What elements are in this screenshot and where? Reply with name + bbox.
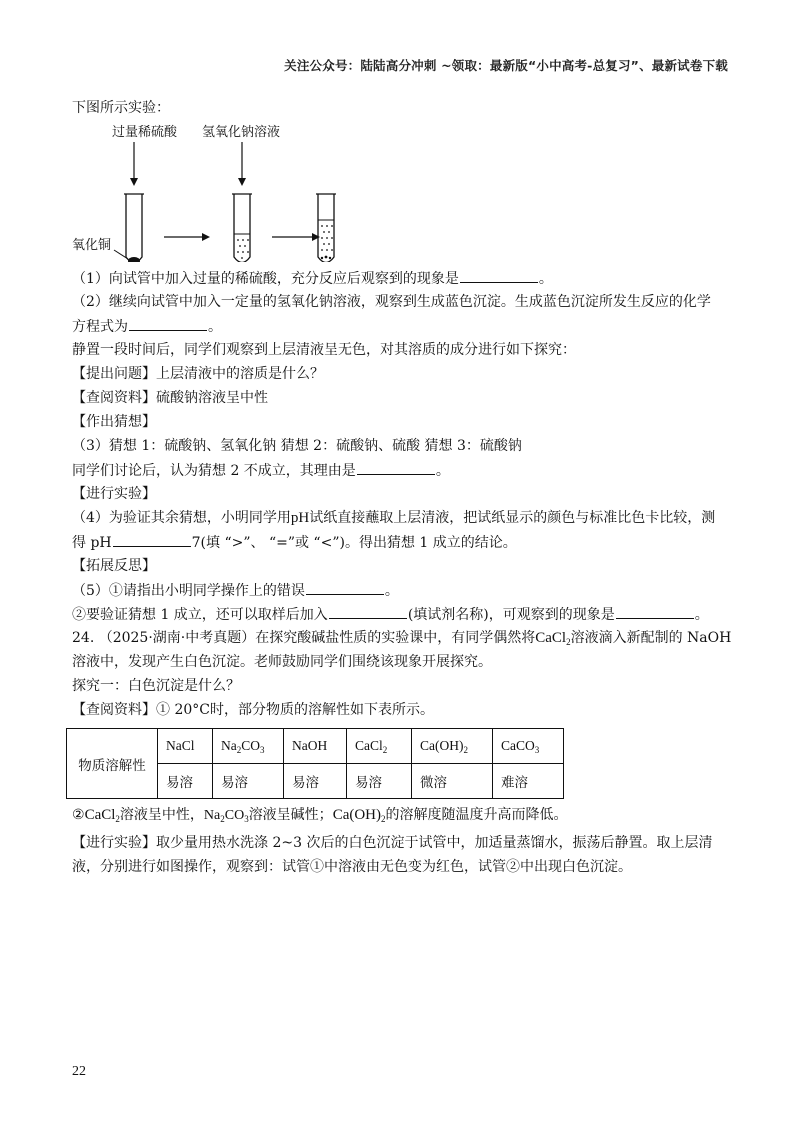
question-2-line2: [72, 314, 732, 338]
arrow-right-icon: [312, 233, 320, 241]
solubility-table: [66, 728, 564, 799]
answer-blank[interactable]: [329, 602, 407, 619]
solubility-cell: 微溶: [412, 764, 493, 799]
answer-blank[interactable]: [460, 266, 538, 283]
experiment-figure: [72, 122, 492, 262]
compound-cell: CaCO$_3$: [493, 729, 564, 764]
q4-text-post: 试纸直接蘸取上层清液，把试纸显示的颜色与标准比色卡比较，测: [309, 510, 716, 526]
q5-line2-mid: (填试剂名称)，可观察到的现象是: [407, 607, 615, 623]
cacl2-formula: CaCl: [535, 630, 567, 646]
q5-text: （5）①请指出小明同学操作上的错误: [72, 583, 305, 599]
test-tube-1: [124, 194, 144, 262]
ph-term: pH: [290, 510, 310, 526]
label-acid: 过量稀硫酸: [112, 125, 178, 140]
q3-text: 同学们讨论后，认为猜想 2 不成立，其理由是: [72, 463, 356, 479]
row-header: 物质溶解性: [67, 729, 158, 799]
q1-end: 。: [538, 271, 553, 287]
copper-oxide-powder: [128, 257, 140, 262]
solubility-cell: 易溶: [284, 764, 347, 799]
page-number: 22: [72, 1064, 86, 1079]
question-2-line1: （2）继续向试管中加入一定量的氢氧化钠溶液，观察到生成蓝色沉淀。生成蓝色沉淀所发生反应的化学: [72, 294, 711, 310]
header-note: 关注公众号：陆陆高分冲刺 ~领取：最新版“小中高考-总复习”、最新试卷下载: [284, 58, 728, 73]
answer-blank[interactable]: [357, 458, 435, 475]
q4-line2-pre: 得 pH: [72, 535, 112, 551]
solubility-cell: 易溶: [347, 764, 412, 799]
question-5-line2: [72, 602, 732, 626]
experiment-title: 【进行实验】: [72, 486, 156, 502]
question-24-line1: [72, 626, 732, 650]
intro-text: 下图所示实验：: [72, 100, 170, 116]
experiment-2-line2: 液，分别进行如图操作，观察到：试管①中溶液由无色变为红色，试管②中出现白色沉淀。: [72, 859, 632, 875]
compound-cell: NaOH: [284, 729, 347, 764]
consult-table-intro: 【查阅资料】① 20°C时，部分物质的溶解性如下表所示。: [72, 702, 434, 718]
guess-title: 【作出猜想】: [72, 414, 156, 430]
question-5-line1: [72, 578, 732, 602]
answer-blank[interactable]: [113, 530, 191, 547]
subscript: 2: [566, 637, 571, 647]
question-3-line1: （3）猜想 1：硫酸钠、氢氧化钠 猜想 2：硫酸钠、硫酸 猜想 3：硫酸钠: [72, 438, 522, 454]
q4-line2-post: 7(填 “>”、 “=”或 “<”)。得出猜想 1 成立的结论。: [191, 535, 517, 551]
arrow-down-icon: [238, 178, 246, 186]
q2-text: 方程式为: [72, 319, 128, 335]
q3-end: 。: [435, 463, 450, 479]
q5-line2-pre: ②要验证猜想 1 成立，还可以取样后加入: [72, 607, 328, 623]
solubility-cell: 难溶: [493, 764, 564, 799]
question-24-line2: 溶液中，发现产生白色沉淀。老师鼓励同学们围绕该现象开展探究。: [72, 654, 492, 670]
q5-end: 。: [384, 583, 399, 599]
question-3-line2: [72, 458, 732, 482]
q2-end: 。: [208, 319, 222, 335]
question-1: [72, 266, 732, 290]
q4-text: （4）为验证其余猜想，小明同学用: [72, 510, 291, 526]
q1-text: （1）向试管中加入过量的稀硫酸，充分反应后观察到的现象是: [72, 271, 459, 287]
compound-cell: NaCl: [158, 729, 213, 764]
compound-cell: $Ca(OH)_2$: [412, 729, 493, 764]
answer-blank[interactable]: [616, 602, 694, 619]
question-4-line1: [72, 506, 732, 530]
test-tube-diagram: [72, 122, 492, 262]
consult-info: 【查阅资料】硫酸钠溶液呈中性: [72, 390, 268, 406]
solubility-cell: 易溶: [213, 764, 284, 799]
propose-question: 【提出问题】上层清液中的溶质是什么？: [72, 366, 324, 382]
compound-cell: CaCl$_2$: [347, 729, 412, 764]
test-tube-3: [316, 194, 336, 262]
document-body: [72, 96, 732, 879]
still-text: 静置一段时间后，同学们观察到上层清液呈无色，对其溶质的成分进行如下探究：: [72, 342, 576, 358]
arrow-right-icon: [202, 233, 210, 241]
answer-blank[interactable]: [306, 578, 384, 595]
note-2: ②CaCl$_2$溶液呈中性，$Na_2CO_3$溶液呈碱性；$Ca(OH)_2$的溶解度随温度升高而降低。: [72, 807, 568, 824]
arrow-down-icon: [130, 178, 138, 186]
answer-blank[interactable]: [129, 314, 207, 331]
compound-cell: $Na_2CO_3$: [213, 729, 284, 764]
q5-line2-end: 。: [694, 607, 709, 623]
question-4-line2: [72, 530, 732, 554]
q24-text: 24. （2025·湖南·中考真题）在探究酸碱盐性质的实验课中，有同学偶然将: [72, 630, 536, 646]
label-cuo: 氧化铜: [72, 238, 112, 253]
test-tube-2: [232, 194, 252, 262]
inquiry-one: 探究一：白色沉淀是什么？: [72, 678, 240, 694]
label-naoh: 氢氧化钠溶液: [202, 125, 281, 140]
solubility-cell: 易溶: [158, 764, 213, 799]
reflect-title: 【拓展反思】: [72, 558, 156, 574]
q24-text-post: 溶液滴入新配制的 NaOH: [570, 630, 732, 646]
experiment-2-line1: 【进行实验】取少量用热水洗涤 2~3 次后的白色沉淀于试管中，加适量蒸馏水，振荡后静置。取上层清: [72, 835, 713, 851]
